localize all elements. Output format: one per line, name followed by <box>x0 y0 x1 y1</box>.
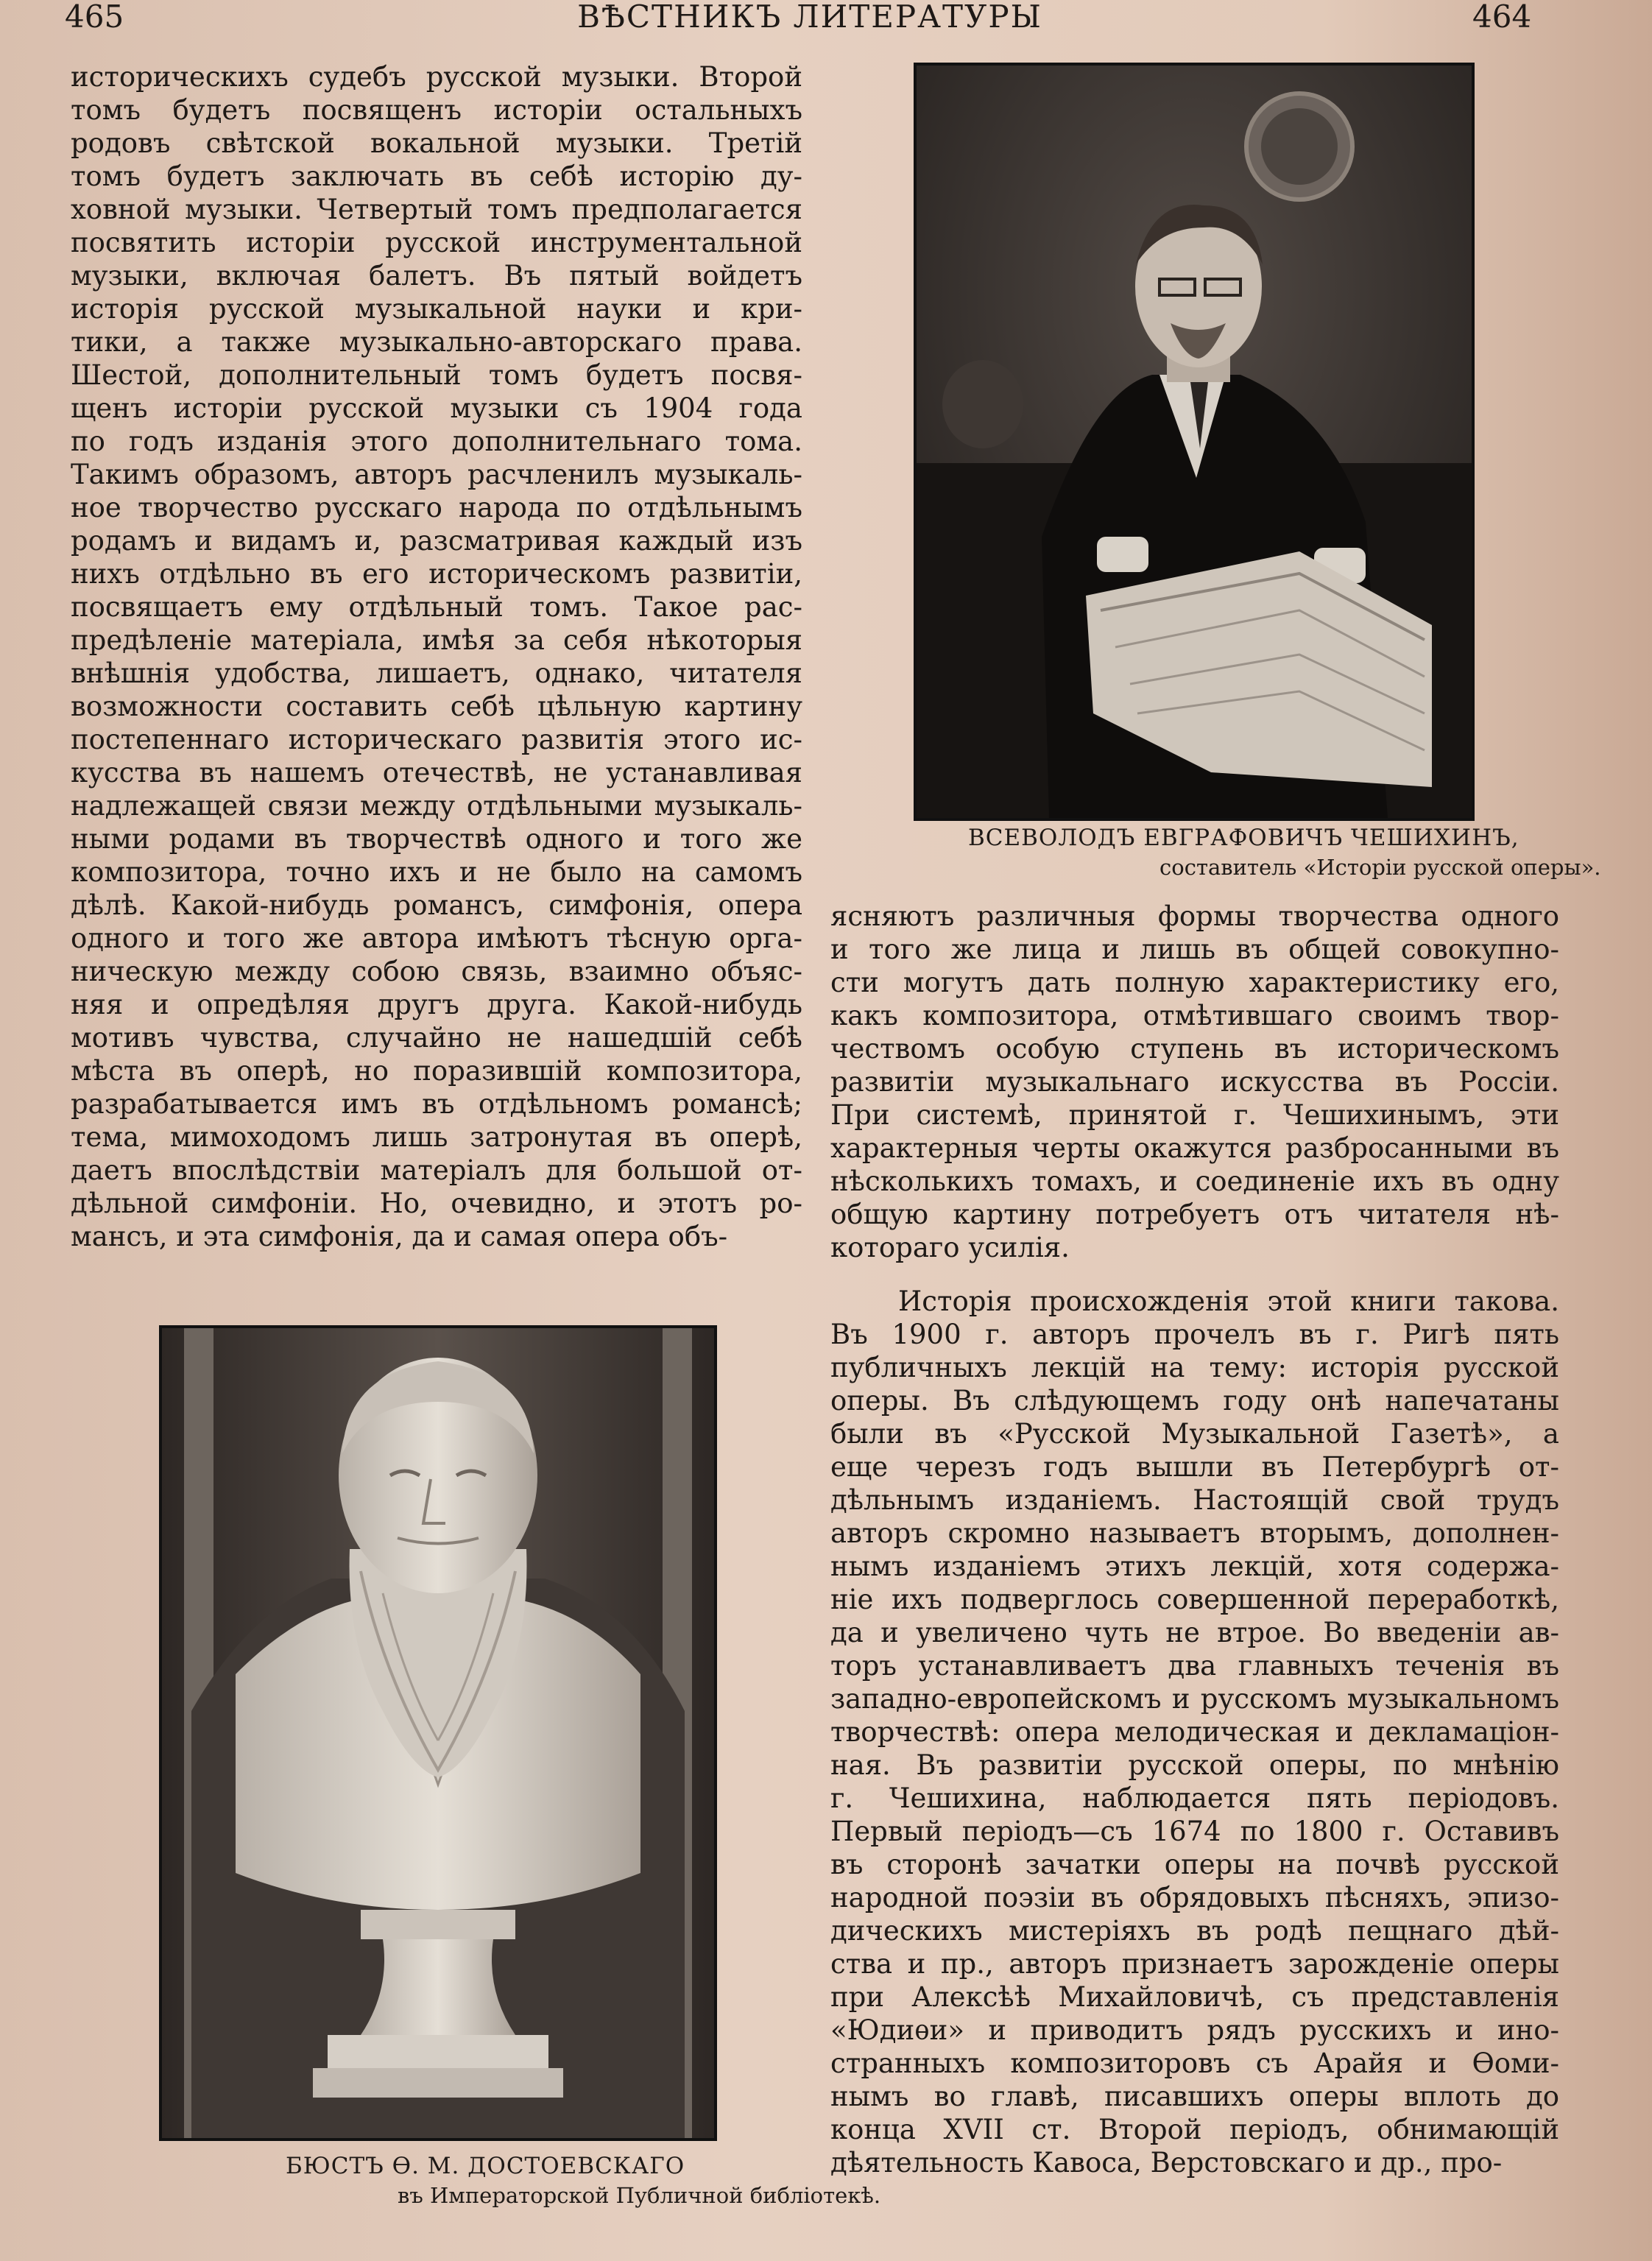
right-text-column-bottom <box>830 1285 1559 2179</box>
text-line: общую картину потребуетъ отъ читателя нѣ- <box>830 1199 1559 1230</box>
text-line: внѣшнія удобства, лишаетъ, однако, читателя <box>71 657 802 689</box>
text-line: Первый періодъ—съ 1674 по 1800 г. Оставивъ <box>830 1816 1559 1847</box>
text-line: сти могутъ дать полную характеристику его, <box>830 967 1559 998</box>
text-line: западно-европейскомъ и русскомъ музыкальномъ <box>830 1683 1559 1715</box>
text-line: надлежащей связи между отдѣльными музыкаль- <box>71 790 802 822</box>
text-line: конца XVII ст. Второй періодъ, обнимающій <box>830 2114 1559 2145</box>
text-line: Въ 1900 г. авторъ прочелъ въ г. Ригѣ пять <box>830 1319 1559 1350</box>
text-line: Шестой, дополнительный томъ будетъ посвя- <box>71 359 802 391</box>
text-line: нихъ отдѣльно въ его историческомъ развитіи, <box>71 558 802 590</box>
portrait-caption-name: ВСЕВОЛОДЪ ЕВГРАФОВИЧЪ ЧЕШИХИНЪ, <box>968 825 1519 851</box>
text-line: дическихъ мистеріяхъ въ родѣ пещнаго дѣй- <box>830 1915 1559 1947</box>
text-line: оперы. Въ слѣдующемъ году онѣ напечатаны <box>830 1385 1559 1417</box>
text-line: творчествѣ: опера мелодическая и декламаціон- <box>830 1716 1559 1748</box>
text-line: г. Чешихина, наблюдается пять періодовъ. <box>830 1782 1559 1814</box>
text-line: торъ устанавливаетъ два главныхъ теченія въ <box>830 1650 1559 1682</box>
text-line: въ сторонѣ зачатки оперы на почвѣ русской <box>830 1849 1559 1880</box>
text-line: развитіи музыкальнаго искусства въ Россіи. <box>830 1066 1559 1098</box>
text-line: мансъ, и эта симфонія, да и самая опера объ- <box>71 1221 728 1252</box>
bust-photo-image <box>162 1328 714 2138</box>
text-line: «Юдиѳи» и приводитъ рядъ русскихъ и ино- <box>830 2014 1559 2046</box>
text-line: няя и опредѣляя другъ друга. Какой-нибудь <box>71 989 802 1020</box>
page-number-left: 465 <box>65 0 124 35</box>
text-line: были въ «Русской Музыкальной Газетѣ», а <box>830 1418 1559 1450</box>
page-number-right: 464 <box>1472 0 1532 35</box>
text-line: ническую между собою связь, взаимно объяс- <box>71 956 802 987</box>
text-line: мотивъ чувства, случайно не нашедшій себѣ <box>71 1022 802 1054</box>
text-line: и того же лица и лишь въ общей совокупно- <box>830 934 1559 965</box>
text-line: томъ будетъ заключать въ себѣ исторію ду- <box>71 161 802 192</box>
text-line: нымъ изданіемъ этихъ лекцій, хотя содержа- <box>830 1551 1559 1582</box>
text-line: посвящаетъ ему отдѣльный томъ. Такое рас- <box>71 591 802 623</box>
left-text-column <box>71 60 802 1253</box>
text-line: тики, а также музыкально-авторскаго права. <box>71 326 802 358</box>
text-line: одного и того же автора имѣютъ тѣсную орга- <box>71 923 802 954</box>
running-title: ВѢСТНИКЪ ЛИТЕРАТУРЫ <box>577 0 1042 35</box>
text-line: томъ будетъ посвященъ исторіи остальныхъ <box>71 94 802 126</box>
text-line: даетъ впослѣдствіи матеріалъ для большой от- <box>71 1154 802 1186</box>
text-line: дѣятельность Кавоса, Верстовскаго и др., про- <box>830 2147 1503 2179</box>
text-line: родамъ и видамъ и, разсматривая каждый изъ <box>71 525 802 557</box>
text-line: ніе ихъ подверглось совершенной переработкѣ, <box>830 1584 1559 1615</box>
text-line: музыки, включая балетъ. Въ пятый войдетъ <box>71 260 802 292</box>
text-line: ства и пр., авторъ признаетъ зарожденіе оперы <box>830 1948 1559 1980</box>
text-line: исторія русской музыкальной науки и кри- <box>71 293 802 325</box>
bust-photo <box>159 1325 717 2141</box>
text-line: по годъ изданія этого дополнительнаго тома. <box>71 426 802 457</box>
text-line: авторъ скромно называетъ вторымъ, дополнен- <box>830 1517 1559 1549</box>
text-line: да и увеличено чуть не втрое. Во введеніи ав- <box>830 1617 1559 1648</box>
text-line: дѣльнымъ изданіемъ. Настоящій свой трудъ <box>830 1484 1559 1516</box>
text-line: дѣльной симфоніи. Но, очевидно, и этотъ ро- <box>71 1188 802 1219</box>
text-line: мѣста въ оперѣ, но поразившій композитора, <box>71 1055 802 1087</box>
text-line: возможности составить себѣ цѣльную картину <box>71 691 802 722</box>
text-line: ными родами въ творчествѣ одного и того же <box>71 823 802 855</box>
text-line: при Алексѣѣ Михайловичѣ, съ представленія <box>830 1981 1559 2013</box>
text-line: разрабатывается имъ въ отдѣльномъ романсѣ; <box>71 1088 802 1120</box>
text-line: народной поэзіи въ обрядовыхъ пѣсняхъ, эпизо- <box>830 1882 1559 1913</box>
text-line: посвятить исторіи русской инструментальной <box>71 227 802 258</box>
text-line: котораго усилія. <box>830 1232 1070 1263</box>
text-line: ясняютъ различныя формы творчества одного <box>830 900 1559 932</box>
text-line: постепеннаго историческаго развитія этого ис- <box>71 724 802 755</box>
portrait-photo <box>914 63 1475 821</box>
text-line: публичныхъ лекцій на тему: исторія русской <box>830 1352 1559 1383</box>
text-line: тема, мимоходомъ лишь затронутая въ оперѣ, <box>71 1121 802 1153</box>
bust-caption-name: БЮСТЪ Ѳ. М. ДОСТОЕВСКАГО <box>286 2153 685 2179</box>
bust-caption-subtitle: въ Императорской Публичной библіотекѣ. <box>398 2183 881 2208</box>
text-line: щенъ исторіи русской музыки съ 1904 года <box>71 392 802 424</box>
text-line: историческихъ судебъ русской музыки. Второй <box>71 61 802 93</box>
text-line: Исторія происхожденія этой книги такова. <box>898 1285 1559 1317</box>
text-line: характерныя черты окажутся разбросанными въ <box>830 1132 1559 1164</box>
text-line: При системѣ, принятой г. Чешихинымъ, эти <box>830 1099 1559 1131</box>
text-line: нымъ во главѣ, писавшихъ оперы вплоть до <box>830 2081 1559 2112</box>
portrait-photo-image <box>917 66 1472 818</box>
text-line: чествомъ особую ступень въ историческомъ <box>830 1033 1559 1065</box>
text-line: какъ композитора, отмѣтившаго своимъ твор- <box>830 1000 1559 1031</box>
text-line: ное творчество русскаго народа по отдѣльнымъ <box>71 492 802 523</box>
portrait-caption-subtitle: составитель «Исторіи русской оперы». <box>1159 855 1601 880</box>
text-line: еще черезъ годъ вышли въ Петербургѣ от- <box>830 1451 1559 1483</box>
text-line: ная. Въ развитіи русской оперы, по мнѣнію <box>830 1749 1559 1781</box>
text-line: родовъ свѣтской вокальной музыки. Третій <box>71 127 802 159</box>
text-line: кусства въ нашемъ отечествѣ, не устанавливая <box>71 757 802 789</box>
text-line: странныхъ композиторовъ съ Арайя и Ѳоми- <box>830 2047 1559 2079</box>
text-line: предѣленіе матеріала, имѣя за себя нѣкоторыя <box>71 624 802 656</box>
text-line: композитора, точно ихъ и не было на самомъ <box>71 856 802 888</box>
text-line: дѣлѣ. Какой-нибудь романсъ, симфонія, опера <box>71 889 802 921</box>
text-line: нѣсколькихъ томахъ, и соединеніе ихъ въ одну <box>830 1165 1559 1197</box>
text-line: Такимъ образомъ, авторъ расчленилъ музыкаль- <box>71 459 802 490</box>
right-text-column-top <box>830 900 1559 1264</box>
text-line: ховной музыки. Четвертый томъ предполагается <box>71 194 802 225</box>
